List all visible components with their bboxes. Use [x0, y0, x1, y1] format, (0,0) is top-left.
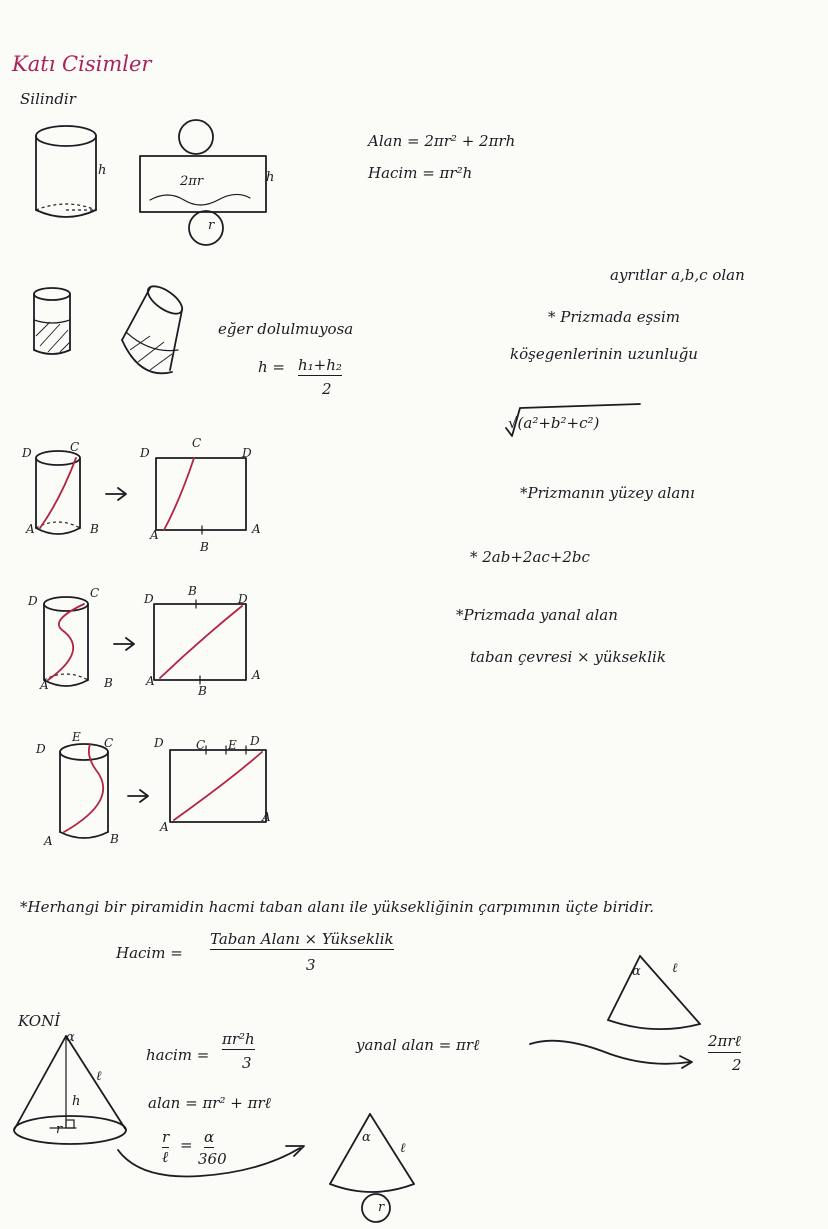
- label-d: D: [22, 446, 32, 460]
- prism-surface-formula: * 2ab+2ac+2bc: [470, 548, 590, 566]
- label-b: B: [200, 540, 209, 554]
- cone-ratio-l: ℓ: [162, 1148, 169, 1166]
- label-c: C: [104, 736, 114, 750]
- net-r-label: r: [378, 1200, 385, 1215]
- pyramid-volume-lhs: Hacim =: [116, 944, 183, 962]
- label-b: B: [198, 684, 207, 698]
- cone-area-formula: alan = πr² + πrℓ: [148, 1094, 271, 1112]
- label-a: A: [44, 834, 53, 848]
- cone-r-label: r: [56, 1122, 63, 1137]
- pyramid-volume-numerator: Taban Alanı × Yükseklik: [210, 930, 394, 948]
- cone-volume-lhs: hacim =: [146, 1046, 210, 1064]
- prism-lateral-title: *Prizmada yanal alan: [456, 606, 618, 624]
- label-d: D: [144, 592, 154, 606]
- pyramid-volume-denominator: 3: [306, 956, 316, 974]
- cylinder-volume-formula: Hacim = πr²h: [368, 164, 473, 182]
- cone-volume-numerator: πr²h: [222, 1030, 255, 1048]
- unroll-row-2: [44, 597, 246, 686]
- label-a: A: [146, 674, 155, 688]
- label-a: A: [40, 678, 49, 692]
- label-a: A: [26, 522, 35, 536]
- label-e: E: [72, 730, 81, 744]
- net-circumference-label: 2πr: [180, 174, 204, 189]
- prism-lateral-formula: taban çevresi × yükseklik: [470, 648, 666, 666]
- label-a: A: [160, 820, 169, 834]
- cone-sketch: [14, 1036, 126, 1144]
- label-b: B: [104, 676, 113, 690]
- net-height-label: h: [266, 170, 275, 185]
- sqrt-sign: [506, 404, 640, 436]
- label-b: B: [90, 522, 99, 536]
- label-d: D: [238, 592, 248, 606]
- net-radius-label: r: [208, 218, 215, 233]
- label-d: D: [36, 742, 46, 756]
- label-b: B: [188, 584, 197, 598]
- net-l-label: ℓ: [400, 1141, 406, 1156]
- tilted-condition: eğer dolulmuyosa: [218, 320, 354, 338]
- label-a: A: [252, 522, 261, 536]
- label-a: A: [150, 528, 159, 542]
- net-alpha-label: α: [362, 1130, 371, 1145]
- prism-surface-title: *Prizmanın yüzey alanı: [520, 484, 695, 502]
- label-b: B: [110, 832, 119, 846]
- cone-lateral-formula: yanal alan = πrℓ: [356, 1036, 480, 1054]
- label-a: A: [262, 810, 271, 824]
- tilted-formula-lhs: h =: [258, 358, 285, 376]
- cylinder-area-formula: Alan = 2πr² + 2πrh: [368, 132, 516, 150]
- cone-heading: KONİ: [18, 1012, 61, 1030]
- filled-cylinder-sketch: [34, 288, 70, 354]
- label-d: D: [28, 594, 38, 608]
- label-c: C: [196, 738, 206, 752]
- sector-sketch: [608, 956, 700, 1029]
- cone-alpha-label: α: [66, 1030, 75, 1045]
- label-d: D: [154, 736, 164, 750]
- cone-ratio-360: 360: [198, 1150, 227, 1168]
- sector-denominator: 2: [732, 1056, 742, 1074]
- cylinder-height-label: h: [98, 163, 107, 178]
- cone-volume-denominator: 3: [242, 1054, 252, 1072]
- cylinder-sketch: [36, 126, 96, 217]
- tilted-cylinder-sketch: [122, 281, 187, 373]
- label-d: D: [242, 446, 252, 460]
- cone-l-label: ℓ: [96, 1069, 102, 1084]
- cone-net-sketch: [330, 1114, 414, 1222]
- cone-h-label: h: [72, 1094, 81, 1109]
- unroll-row-1: [36, 451, 246, 534]
- prism-line-2: * Prizmada eşsim: [548, 308, 681, 326]
- cone-ratio-r: r: [162, 1128, 170, 1146]
- prism-line-1: ayrıtlar a,b,c olan: [610, 266, 745, 284]
- arrow-curve: [118, 1148, 300, 1176]
- unroll-row-3: [60, 744, 266, 838]
- page-title: Katı Cisimler: [12, 52, 152, 76]
- prism-diagonal-formula: √(a²+b²+c²): [508, 414, 600, 432]
- prism-line-3: köşegenlerinin uzunluğu: [510, 345, 698, 363]
- sector-l-label: ℓ: [672, 961, 678, 976]
- label-a: A: [252, 668, 261, 682]
- cone-ratio-alpha: α: [204, 1128, 215, 1146]
- label-d: D: [140, 446, 150, 460]
- tilted-formula-denominator: 2: [322, 380, 332, 398]
- cylinder-heading: Silindir: [20, 90, 76, 108]
- label-e: E: [228, 738, 237, 752]
- label-d: D: [250, 734, 260, 748]
- label-c: C: [70, 440, 80, 454]
- sector-alpha-label: α: [632, 964, 641, 979]
- long-arrow: [530, 1041, 690, 1064]
- cone-ratio-equals: =: [180, 1136, 193, 1154]
- label-c: C: [192, 436, 202, 450]
- cylinder-net-sketch: [140, 120, 266, 245]
- sector-numerator: 2πrℓ: [708, 1032, 741, 1053]
- pyramid-statement: *Herhangi bir piramidin hacmi taban alanı ile yüksekliğinin çarpımının üçte biridir.: [20, 898, 655, 916]
- tilted-formula-numerator: h₁+h₂: [298, 356, 342, 374]
- label-c: C: [90, 586, 100, 600]
